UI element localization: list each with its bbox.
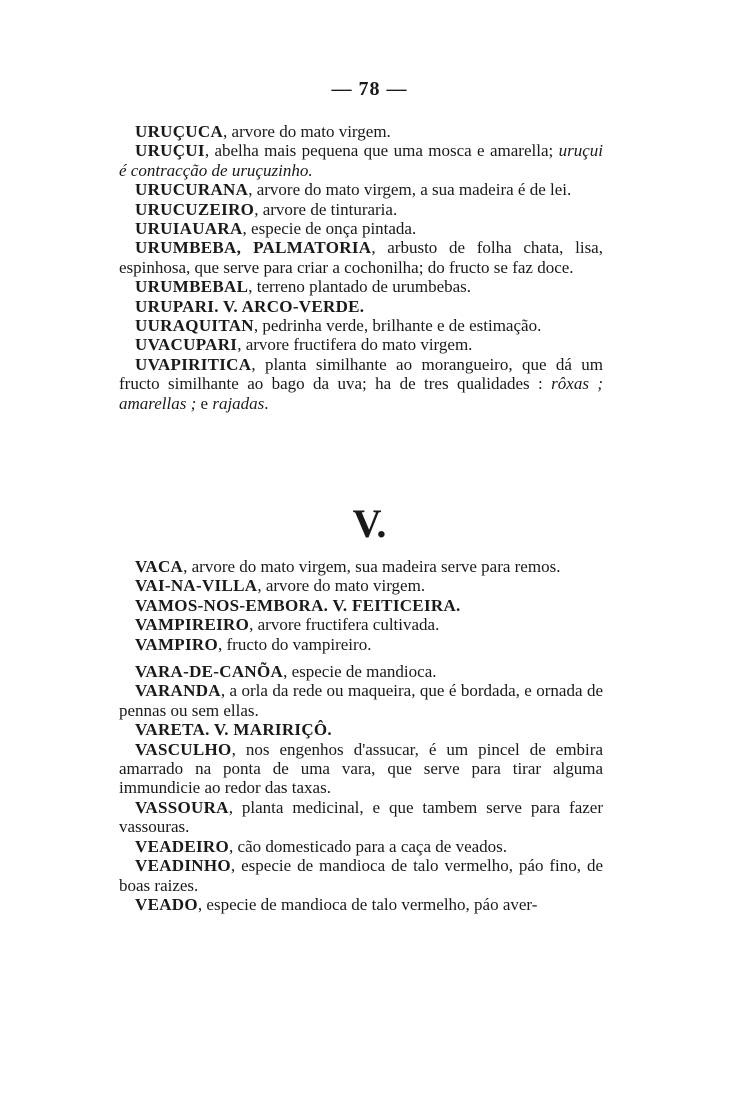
entry-text: , especie de mandioca.: [283, 662, 437, 682]
entry-text: , arbusto de folha chata, lisa, espinhosa, que serve para criar a cochonilha; do fructo se faz doce.: [119, 238, 603, 277]
entry-text: , arvore do mato virgem, a sua madeira é de lei.: [248, 180, 572, 200]
entry-text: , arvore fructifera do mato virgem.: [237, 335, 473, 355]
entry-headword: VASSOURA: [135, 797, 229, 817]
entry-headword: URUCUZEIRO: [135, 199, 255, 219]
entry-headword: VARA-DE-CANÕA: [135, 662, 284, 682]
entry-text: , fructo do vampireiro.: [218, 634, 372, 654]
section-letter-heading: V.: [352, 501, 387, 546]
entries-v-column: [119, 557, 603, 914]
entry: [119, 200, 603, 219]
entry-text: , terreno plantado de urumbebas.: [248, 277, 472, 297]
entry: [119, 557, 603, 576]
entry: [119, 681, 603, 720]
entry: [119, 662, 603, 681]
entry-headword: VEADINHO: [135, 856, 231, 876]
entry: [119, 856, 603, 895]
entry-text: , especie de mandioca de talo vermelho, páo aver-: [197, 894, 538, 914]
entry-text: , arvore do mato virgem.: [223, 122, 391, 141]
entry-headword: URUMBEBA, PALMATORIA: [135, 238, 372, 258]
entry-text: , arvore de tinturaria.: [254, 199, 398, 219]
entry: [119, 576, 603, 595]
entry-headword: URUÇUI: [135, 141, 205, 161]
entry-text: , planta similhante ao morangueiro, que dá um fructo similhante ao bago da uva; ha de tres qualidades :: [119, 354, 603, 394]
entry: [119, 277, 603, 296]
spacer: [119, 654, 603, 662]
entry-text-tail: .: [264, 393, 269, 413]
entry-headword: URUÇUCA: [135, 122, 224, 141]
entry-text: , arvore do mato virgem, sua madeira serve para remos.: [183, 557, 561, 576]
entry: [119, 180, 603, 199]
entry-headword: UURAQUITAN: [135, 316, 254, 336]
entry: [119, 316, 603, 335]
entry-italic-note: uruçui é contracção de uruçuzinho.: [119, 141, 603, 180]
entry-italic-note: rajadas: [212, 393, 265, 413]
entry: [119, 596, 603, 615]
entry-headword: VAMPIRO: [135, 634, 219, 654]
page-number: — 78 —: [331, 78, 408, 100]
entry-headword: VAI-NA-VILLA: [135, 576, 258, 596]
entry-italic-note: rôxas ; amarellas ;: [119, 374, 603, 413]
entry: [119, 219, 603, 238]
entry-text: , nos engenhos d'assucar, é um pincel de embira amarrado na ponta de uma vara, que serve para tirar alguma immundicie ao redor das taxas.: [119, 739, 603, 798]
entry-headword: VEADEIRO: [135, 836, 230, 856]
entry: [119, 837, 603, 856]
entry: [119, 355, 603, 413]
entry-text: , pedrinha verde, brilhante e de estimação.: [253, 316, 542, 336]
entry-headword: URUMBEBAL: [135, 277, 249, 297]
entry-text: , especie de mandioca de talo vermelho, páo fino, de boas raizes.: [119, 856, 603, 895]
entry-headword: URUIAUARA: [135, 219, 243, 239]
entry: [119, 297, 603, 316]
entry-headword: VASCULHO: [135, 739, 232, 759]
entry-text: , a orla da rede ou maqueira, que é bordada, e ornada de pennas ou sem ellas.: [119, 681, 603, 720]
entry-headword: VARETA. V. MARIRIÇÔ.: [135, 720, 332, 740]
entry-text: , cão domesticado para a caça de veados.: [229, 836, 508, 856]
entry-headword: VACA: [135, 557, 184, 576]
entry: [119, 615, 603, 634]
entry: [119, 122, 603, 141]
entry-headword: UVAPIRITICA: [135, 354, 252, 374]
entry-headword: VAMPIREIRO: [135, 615, 250, 635]
entry-headword: VARANDA: [135, 681, 221, 701]
entry-headword: URUCURANA: [135, 180, 249, 200]
entries-u-column: [119, 122, 603, 413]
entry: [119, 895, 603, 914]
entry-text: , especie de onça pintada.: [242, 219, 417, 239]
entry: [119, 635, 603, 654]
entry-headword: URUPARI. V. ARCO-VERDE.: [135, 296, 365, 316]
entry: [119, 740, 603, 798]
entry-text: , planta medicinal, e que tambem serve para fazer vassouras.: [119, 797, 603, 837]
entry-text: , arvore fructifera cultivada.: [249, 615, 440, 635]
entry: [119, 798, 603, 837]
entry: [119, 141, 603, 180]
entry: [119, 720, 603, 739]
entry-text: , abelha mais pequena que uma mosca e amarella;: [204, 141, 559, 161]
entry: [119, 335, 603, 354]
entry: [119, 238, 603, 277]
entry-headword: VAMOS-NOS-EMBORA. V. FEITICEIRA.: [135, 595, 461, 615]
entry-headword: VEADO: [135, 894, 198, 914]
entry-text: , arvore do mato virgem.: [257, 576, 426, 596]
entry-text-tail: e: [196, 393, 213, 413]
entry-headword: UVACUPARI: [135, 335, 238, 355]
